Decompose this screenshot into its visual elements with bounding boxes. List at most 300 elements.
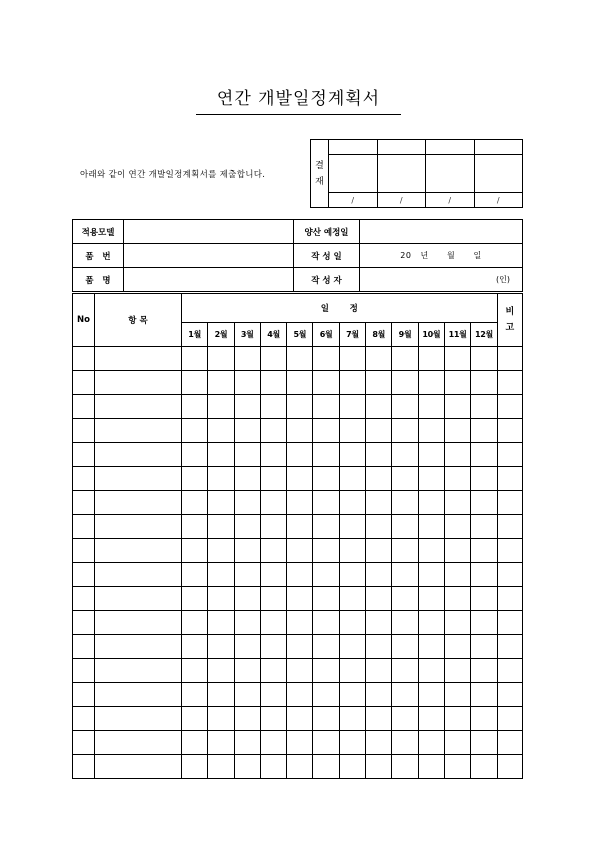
month-cell-6[interactable] <box>313 419 339 443</box>
month-cell-10[interactable] <box>418 563 444 587</box>
approver-date-1[interactable]: / <box>329 193 378 208</box>
month-cell-8[interactable] <box>366 347 392 371</box>
month-cell-7[interactable] <box>339 419 365 443</box>
month-cell-4[interactable] <box>260 419 286 443</box>
month-cell-5[interactable] <box>287 611 313 635</box>
row-remark-cell[interactable] <box>497 659 522 683</box>
month-cell-6[interactable] <box>313 707 339 731</box>
row-item-cell[interactable] <box>95 395 182 419</box>
month-cell-1[interactable] <box>182 539 208 563</box>
month-cell-9[interactable] <box>392 563 418 587</box>
approval-char-2: 재 <box>315 176 324 187</box>
month-cell-12[interactable] <box>471 347 497 371</box>
month-cell-8[interactable] <box>366 539 392 563</box>
month-cell-11[interactable] <box>444 419 470 443</box>
month-cell-6[interactable] <box>313 587 339 611</box>
month-cell-11[interactable] <box>444 755 470 779</box>
month-cell-8[interactable] <box>366 755 392 779</box>
month-cell-4[interactable] <box>260 395 286 419</box>
month-cell-4[interactable] <box>260 491 286 515</box>
row-no-cell[interactable] <box>73 539 95 563</box>
month-cell-9[interactable] <box>392 515 418 539</box>
month-cell-12[interactable] <box>471 395 497 419</box>
month-cell-4[interactable] <box>260 347 286 371</box>
row-no-cell[interactable] <box>73 467 95 491</box>
month-cell-6[interactable] <box>313 731 339 755</box>
month-cell-1[interactable] <box>182 683 208 707</box>
month-cell-9[interactable] <box>392 683 418 707</box>
month-cell-8[interactable] <box>366 587 392 611</box>
month-cell-12[interactable] <box>471 611 497 635</box>
month-cell-8[interactable] <box>366 371 392 395</box>
month-cell-11[interactable] <box>444 395 470 419</box>
month-cell-8[interactable] <box>366 395 392 419</box>
month-cell-12[interactable] <box>471 563 497 587</box>
month-cell-4[interactable] <box>260 731 286 755</box>
month-cell-3[interactable] <box>234 371 260 395</box>
month-cell-3[interactable] <box>234 683 260 707</box>
month-cell-6[interactable] <box>313 563 339 587</box>
month-cell-9[interactable] <box>392 443 418 467</box>
month-cell-8[interactable] <box>366 707 392 731</box>
month-cell-2[interactable] <box>208 659 234 683</box>
month-cell-3[interactable] <box>234 635 260 659</box>
row-no-cell[interactable] <box>73 707 95 731</box>
month-cell-8[interactable] <box>366 515 392 539</box>
row-item-cell[interactable] <box>95 515 182 539</box>
month-cell-12[interactable] <box>471 659 497 683</box>
approver-sign-2[interactable] <box>377 155 426 193</box>
model-field[interactable] <box>124 220 294 244</box>
month-cell-8[interactable] <box>366 563 392 587</box>
month-cell-1[interactable] <box>182 635 208 659</box>
month-cell-11[interactable] <box>444 563 470 587</box>
month-cell-12[interactable] <box>471 515 497 539</box>
approver-title-4[interactable] <box>474 140 523 155</box>
row-no-cell[interactable] <box>73 491 95 515</box>
month-cell-6[interactable] <box>313 683 339 707</box>
month-cell-10[interactable] <box>418 659 444 683</box>
row-remark-cell[interactable] <box>497 347 522 371</box>
month-cell-4[interactable] <box>260 371 286 395</box>
page-title: 연간 개발일정계획서 <box>196 88 401 115</box>
row-no-cell[interactable] <box>73 683 95 707</box>
month-cell-3[interactable] <box>234 611 260 635</box>
row-item-cell[interactable] <box>95 347 182 371</box>
month-cell-10[interactable] <box>418 539 444 563</box>
month-cell-4[interactable] <box>260 611 286 635</box>
month-cell-3[interactable] <box>234 347 260 371</box>
month-cell-3[interactable] <box>234 539 260 563</box>
month-cell-11[interactable] <box>444 443 470 467</box>
month-cell-12[interactable] <box>471 683 497 707</box>
month-cell-2[interactable] <box>208 611 234 635</box>
part-no-field[interactable] <box>124 244 294 268</box>
month-cell-7[interactable] <box>339 539 365 563</box>
month-cell-7[interactable] <box>339 731 365 755</box>
row-remark-cell[interactable] <box>497 755 522 779</box>
month-cell-1[interactable] <box>182 611 208 635</box>
month-header-9: 9월 <box>392 323 418 347</box>
month-cell-5[interactable] <box>287 371 313 395</box>
month-cell-8[interactable] <box>366 491 392 515</box>
month-cell-2[interactable] <box>208 635 234 659</box>
row-remark-cell[interactable] <box>497 683 522 707</box>
month-cell-6[interactable] <box>313 371 339 395</box>
row-item-cell[interactable] <box>95 707 182 731</box>
month-cell-5[interactable] <box>287 683 313 707</box>
month-cell-5[interactable] <box>287 731 313 755</box>
month-cell-11[interactable] <box>444 467 470 491</box>
row-item-cell[interactable] <box>95 563 182 587</box>
month-cell-11[interactable] <box>444 491 470 515</box>
month-cell-7[interactable] <box>339 611 365 635</box>
month-cell-2[interactable] <box>208 371 234 395</box>
month-cell-11[interactable] <box>444 371 470 395</box>
month-cell-10[interactable] <box>418 515 444 539</box>
table-row <box>73 707 523 731</box>
month-cell-1[interactable] <box>182 755 208 779</box>
month-cell-6[interactable] <box>313 755 339 779</box>
part-no-label: 품 번 <box>73 244 124 268</box>
month-cell-2[interactable] <box>208 419 234 443</box>
month-cell-2[interactable] <box>208 707 234 731</box>
row-item-cell[interactable] <box>95 443 182 467</box>
month-cell-5[interactable] <box>287 707 313 731</box>
month-cell-7[interactable] <box>339 443 365 467</box>
row-no-cell[interactable] <box>73 731 95 755</box>
author-field[interactable]: (인) <box>360 268 523 292</box>
month-cell-5[interactable] <box>287 491 313 515</box>
approver-sign-3[interactable] <box>426 155 475 193</box>
row-remark-cell[interactable] <box>497 371 522 395</box>
month-cell-7[interactable] <box>339 395 365 419</box>
month-cell-3[interactable] <box>234 443 260 467</box>
month-cell-7[interactable] <box>339 491 365 515</box>
month-cell-4[interactable] <box>260 467 286 491</box>
month-cell-6[interactable] <box>313 539 339 563</box>
approver-sign-1[interactable] <box>329 155 378 193</box>
month-cell-4[interactable] <box>260 755 286 779</box>
month-cell-8[interactable] <box>366 635 392 659</box>
month-cell-1[interactable] <box>182 563 208 587</box>
month-cell-3[interactable] <box>234 467 260 491</box>
month-cell-9[interactable] <box>392 467 418 491</box>
month-cell-5[interactable] <box>287 443 313 467</box>
month-cell-9[interactable] <box>392 659 418 683</box>
month-cell-8[interactable] <box>366 659 392 683</box>
month-cell-5[interactable] <box>287 395 313 419</box>
month-cell-11[interactable] <box>444 707 470 731</box>
month-cell-2[interactable] <box>208 467 234 491</box>
month-cell-7[interactable] <box>339 563 365 587</box>
month-cell-8[interactable] <box>366 611 392 635</box>
month-cell-9[interactable] <box>392 395 418 419</box>
month-cell-1[interactable] <box>182 419 208 443</box>
row-no-cell[interactable] <box>73 563 95 587</box>
month-cell-12[interactable] <box>471 587 497 611</box>
month-cell-2[interactable] <box>208 539 234 563</box>
month-cell-10[interactable] <box>418 731 444 755</box>
month-cell-1[interactable] <box>182 395 208 419</box>
month-cell-7[interactable] <box>339 587 365 611</box>
month-cell-11[interactable] <box>444 539 470 563</box>
part-name-field[interactable] <box>124 268 294 292</box>
month-cell-12[interactable] <box>471 731 497 755</box>
month-cell-4[interactable] <box>260 443 286 467</box>
month-cell-11[interactable] <box>444 347 470 371</box>
month-cell-6[interactable] <box>313 515 339 539</box>
month-cell-3[interactable] <box>234 707 260 731</box>
month-cell-11[interactable] <box>444 515 470 539</box>
month-cell-12[interactable] <box>471 443 497 467</box>
month-cell-10[interactable] <box>418 419 444 443</box>
row-item-cell[interactable] <box>95 659 182 683</box>
row-remark-cell[interactable] <box>497 635 522 659</box>
month-cell-4[interactable] <box>260 539 286 563</box>
row-item-cell[interactable] <box>95 611 182 635</box>
row-remark-cell[interactable] <box>497 467 522 491</box>
month-cell-2[interactable] <box>208 731 234 755</box>
month-cell-7[interactable] <box>339 347 365 371</box>
month-cell-7[interactable] <box>339 755 365 779</box>
row-item-cell[interactable] <box>95 683 182 707</box>
month-cell-12[interactable] <box>471 539 497 563</box>
table-row <box>73 635 523 659</box>
month-cell-9[interactable] <box>392 587 418 611</box>
table-row <box>73 611 523 635</box>
month-cell-9[interactable] <box>392 635 418 659</box>
row-no-cell[interactable] <box>73 371 95 395</box>
month-cell-1[interactable] <box>182 371 208 395</box>
month-cell-11[interactable] <box>444 635 470 659</box>
row-item-cell[interactable] <box>95 491 182 515</box>
month-cell-1[interactable] <box>182 467 208 491</box>
month-cell-7[interactable] <box>339 467 365 491</box>
month-cell-12[interactable] <box>471 707 497 731</box>
approver-sign-4[interactable] <box>474 155 523 193</box>
month-cell-4[interactable] <box>260 707 286 731</box>
month-cell-9[interactable] <box>392 347 418 371</box>
row-remark-cell[interactable] <box>497 491 522 515</box>
month-header-2: 2월 <box>208 323 234 347</box>
month-cell-7[interactable] <box>339 659 365 683</box>
month-cell-11[interactable] <box>444 731 470 755</box>
month-cell-10[interactable] <box>418 611 444 635</box>
month-cell-1[interactable] <box>182 515 208 539</box>
row-item-cell[interactable] <box>95 587 182 611</box>
month-cell-2[interactable] <box>208 563 234 587</box>
month-cell-2[interactable] <box>208 515 234 539</box>
approver-title-2[interactable] <box>377 140 426 155</box>
month-cell-3[interactable] <box>234 659 260 683</box>
month-cell-9[interactable] <box>392 371 418 395</box>
row-no-cell[interactable] <box>73 635 95 659</box>
approver-title-1[interactable] <box>329 140 378 155</box>
month-cell-1[interactable] <box>182 587 208 611</box>
month-cell-5[interactable] <box>287 635 313 659</box>
month-cell-10[interactable] <box>418 707 444 731</box>
row-item-cell[interactable] <box>95 755 182 779</box>
approver-date-4[interactable]: / <box>474 193 523 208</box>
month-cell-1[interactable] <box>182 491 208 515</box>
month-cell-10[interactable] <box>418 683 444 707</box>
approver-title-3[interactable] <box>426 140 475 155</box>
month-cell-9[interactable] <box>392 419 418 443</box>
row-remark-cell[interactable] <box>497 515 522 539</box>
month-cell-6[interactable] <box>313 491 339 515</box>
month-cell-3[interactable] <box>234 515 260 539</box>
month-cell-9[interactable] <box>392 707 418 731</box>
month-cell-11[interactable] <box>444 611 470 635</box>
month-cell-10[interactable] <box>418 371 444 395</box>
month-cell-2[interactable] <box>208 683 234 707</box>
written-date-field[interactable]: 20 년 월 일 <box>360 244 523 268</box>
row-item-cell[interactable] <box>95 731 182 755</box>
month-cell-8[interactable] <box>366 443 392 467</box>
row-no-cell[interactable] <box>73 611 95 635</box>
month-cell-6[interactable] <box>313 659 339 683</box>
month-cell-3[interactable] <box>234 395 260 419</box>
month-cell-1[interactable] <box>182 707 208 731</box>
approver-date-3[interactable]: / <box>426 193 475 208</box>
month-cell-2[interactable] <box>208 755 234 779</box>
row-no-cell[interactable] <box>73 587 95 611</box>
month-cell-8[interactable] <box>366 731 392 755</box>
month-cell-8[interactable] <box>366 419 392 443</box>
month-cell-11[interactable] <box>444 683 470 707</box>
month-cell-5[interactable] <box>287 563 313 587</box>
month-cell-2[interactable] <box>208 395 234 419</box>
month-cell-12[interactable] <box>471 419 497 443</box>
month-cell-6[interactable] <box>313 443 339 467</box>
row-no-cell[interactable] <box>73 515 95 539</box>
row-remark-cell[interactable] <box>497 539 522 563</box>
month-cell-4[interactable] <box>260 659 286 683</box>
row-no-cell[interactable] <box>73 419 95 443</box>
mass-prod-field[interactable] <box>360 220 523 244</box>
row-remark-cell[interactable] <box>497 563 522 587</box>
row-remark-cell[interactable] <box>497 731 522 755</box>
month-cell-6[interactable] <box>313 467 339 491</box>
month-cell-6[interactable] <box>313 347 339 371</box>
month-cell-6[interactable] <box>313 611 339 635</box>
month-cell-2[interactable] <box>208 347 234 371</box>
month-cell-5[interactable] <box>287 755 313 779</box>
month-cell-2[interactable] <box>208 443 234 467</box>
month-cell-2[interactable] <box>208 491 234 515</box>
row-remark-cell[interactable] <box>497 611 522 635</box>
month-cell-3[interactable] <box>234 755 260 779</box>
row-no-cell[interactable] <box>73 395 95 419</box>
month-cell-9[interactable] <box>392 755 418 779</box>
month-cell-1[interactable] <box>182 731 208 755</box>
month-cell-11[interactable] <box>444 659 470 683</box>
row-remark-cell[interactable] <box>497 419 522 443</box>
row-remark-cell[interactable] <box>497 587 522 611</box>
month-cell-3[interactable] <box>234 587 260 611</box>
row-no-cell[interactable] <box>73 443 95 467</box>
month-cell-1[interactable] <box>182 347 208 371</box>
month-cell-8[interactable] <box>366 467 392 491</box>
row-no-cell[interactable] <box>73 347 95 371</box>
month-cell-12[interactable] <box>471 491 497 515</box>
row-item-cell[interactable] <box>95 371 182 395</box>
row-item-cell[interactable] <box>95 419 182 443</box>
month-cell-3[interactable] <box>234 731 260 755</box>
month-cell-3[interactable] <box>234 563 260 587</box>
month-cell-5[interactable] <box>287 659 313 683</box>
month-cell-6[interactable] <box>313 395 339 419</box>
month-cell-9[interactable] <box>392 491 418 515</box>
month-cell-9[interactable] <box>392 539 418 563</box>
month-cell-12[interactable] <box>471 755 497 779</box>
month-cell-4[interactable] <box>260 683 286 707</box>
row-no-cell[interactable] <box>73 755 95 779</box>
month-cell-4[interactable] <box>260 563 286 587</box>
month-cell-9[interactable] <box>392 731 418 755</box>
month-cell-10[interactable] <box>418 491 444 515</box>
month-cell-5[interactable] <box>287 539 313 563</box>
month-cell-5[interactable] <box>287 515 313 539</box>
model-label: 적용모델 <box>73 220 124 244</box>
month-cell-12[interactable] <box>471 371 497 395</box>
month-cell-12[interactable] <box>471 635 497 659</box>
row-remark-cell[interactable] <box>497 395 522 419</box>
row-remark-cell[interactable] <box>497 443 522 467</box>
month-cell-12[interactable] <box>471 467 497 491</box>
month-cell-10[interactable] <box>418 395 444 419</box>
approval-label <box>311 140 329 208</box>
month-cell-3[interactable] <box>234 491 260 515</box>
month-cell-2[interactable] <box>208 587 234 611</box>
month-cell-5[interactable] <box>287 467 313 491</box>
month-cell-8[interactable] <box>366 683 392 707</box>
month-cell-11[interactable] <box>444 587 470 611</box>
month-cell-7[interactable] <box>339 371 365 395</box>
month-cell-10[interactable] <box>418 755 444 779</box>
month-cell-7[interactable] <box>339 635 365 659</box>
month-cell-7[interactable] <box>339 683 365 707</box>
month-cell-10[interactable] <box>418 347 444 371</box>
month-cell-1[interactable] <box>182 659 208 683</box>
month-cell-5[interactable] <box>287 347 313 371</box>
row-item-cell[interactable] <box>95 467 182 491</box>
month-cell-7[interactable] <box>339 515 365 539</box>
approver-date-2[interactable]: / <box>377 193 426 208</box>
month-header-1: 1월 <box>182 323 208 347</box>
row-item-cell[interactable] <box>95 635 182 659</box>
month-cell-4[interactable] <box>260 515 286 539</box>
month-cell-7[interactable] <box>339 707 365 731</box>
month-cell-10[interactable] <box>418 467 444 491</box>
month-cell-10[interactable] <box>418 587 444 611</box>
month-cell-10[interactable] <box>418 635 444 659</box>
month-cell-4[interactable] <box>260 635 286 659</box>
mass-prod-label: 양산 예정일 <box>294 220 360 244</box>
month-cell-9[interactable] <box>392 611 418 635</box>
month-cell-4[interactable] <box>260 587 286 611</box>
month-cell-6[interactable] <box>313 635 339 659</box>
month-cell-5[interactable] <box>287 419 313 443</box>
row-item-cell[interactable] <box>95 539 182 563</box>
month-cell-1[interactable] <box>182 443 208 467</box>
month-cell-10[interactable] <box>418 443 444 467</box>
month-cell-3[interactable] <box>234 419 260 443</box>
row-remark-cell[interactable] <box>497 707 522 731</box>
row-no-cell[interactable] <box>73 659 95 683</box>
month-cell-5[interactable] <box>287 587 313 611</box>
